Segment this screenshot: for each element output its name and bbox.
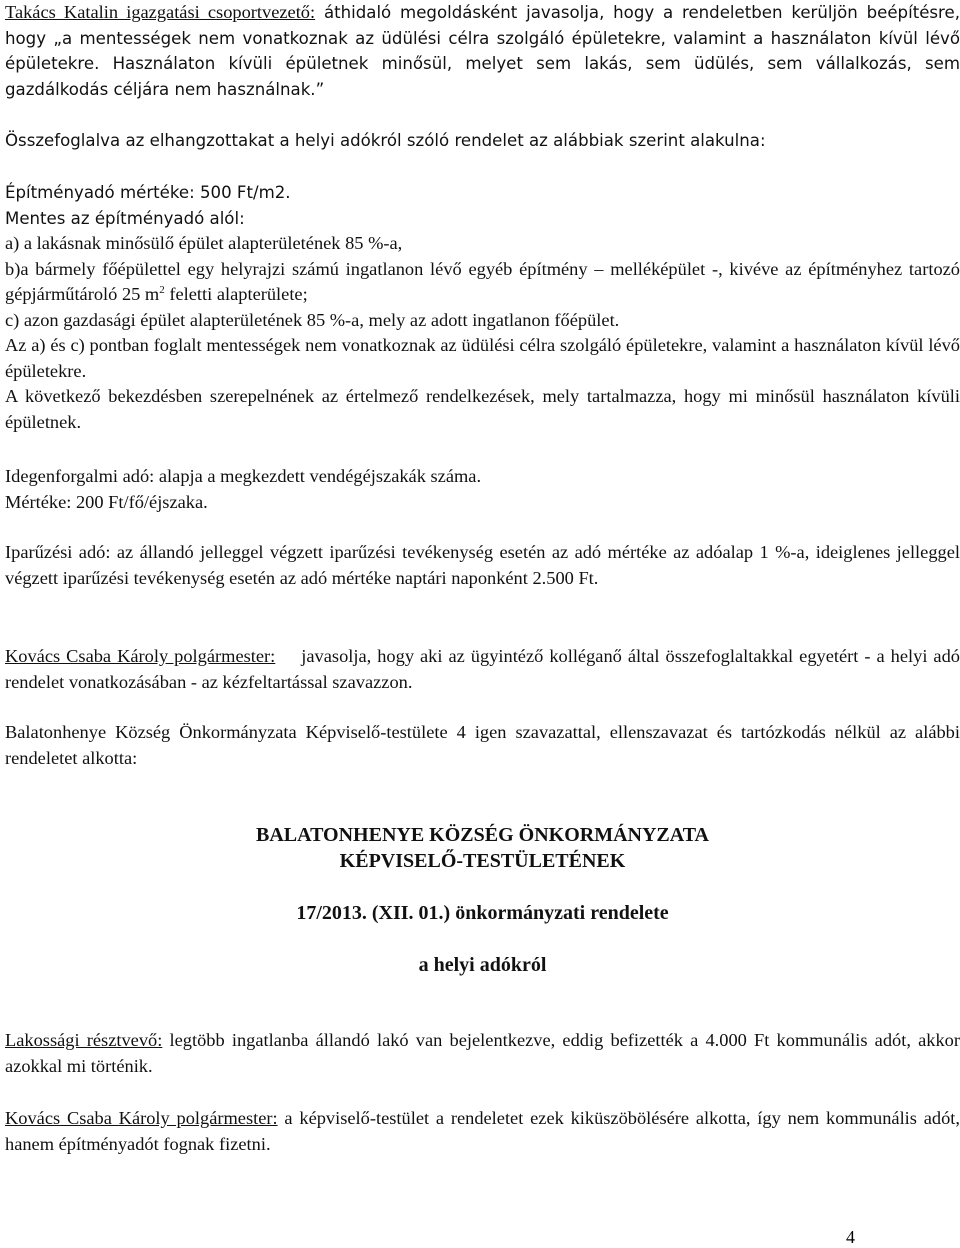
speaker-mayor-2: Kovács Csaba Károly polgármester: [5,1108,278,1128]
building-tax-exempt-title: Mentes az építményadó alól: [5,208,245,228]
summary-line: Összefoglalva az elhangzottakat a helyi adókról szóló rendelet az alábbiak szerint alakulna: [5,131,766,150]
exemption-note-2: A következő bekezdésben szerepelnének az értelmező rendelkezések, mely tartalmazza, hogy mi minősül használaton kívüli épületnek. [5,386,960,432]
exemption-c: c) azon gazdasági épület alapterületének 85 %-a, mely az adott ingatlanon főépület. [5,309,620,330]
vote-paragraph: Balatonhenye Község Önkormányzata Képviselő-testülete 4 igen szavazattal, ellenszavazat és tartózkodás nélkül az alábbi rendeletet alkotta: [5,722,960,768]
mayor-2-text: a képviselő-testület a rendeletet ezek kiküszöbölésére alkotta, így nem kommunális adót, hanem építményadót fognak fizetni. [5,1108,960,1154]
resident-text: legtöbb ingatlanba állandó lakó van bejelentkezve, eddig befizették a 4.000 Ft kommunális adót, akkor azokkal mi történik. [5,1030,960,1076]
paragraph-takacs [5,0,960,102]
mayor-1-text: javasolja, hogy aki az ügyintéző kolléganő által összefoglaltakkal egyetért - a helyi adó rendelet vonatkozásában - az kézfeltartással szavazzon. [5,646,960,692]
heading-municipality: BALATONHENYE KÖZSÉG ÖNKORMÁNYZATA [255,824,710,846]
paragraph-mayor-1 [5,644,960,695]
tourism-tax-rate: Mértéke: 200 Ft/fő/éjszaka. [5,491,208,512]
heading-decree-number: 17/2013. (XII. 01.) önkormányzati rendelete [296,902,669,924]
building-tax-rate: Építményadó mértéke: 500 Ft/m2. [5,183,291,202]
exemption-b: b)a bármely főépülettel egy helyrajzi számú ingatlanon lévő egyéb építmény – melléképület -, kivéve az építményhez tartozó gépjárműtároló 25 $m^2$ feletti alapterülete; [5,258,960,304]
page-number: 4 [846,1227,855,1247]
speaker-takacs: Takács Katalin igazgatási csoportvezető: [5,2,316,22]
paragraph-resident [5,1028,960,1079]
decree-heading [5,822,960,978]
speaker-mayor-1: Kovács Csaba Károly polgármester: [5,646,276,666]
business-tax-paragraph: Iparűzési adó: az állandó jelleggel végzett iparűzési tevékenység esetén az adó mértéke az adóalap 1 %-a, ideiglenes jelleggel végzett iparűzési tevékenység esetén az adó mértéke naptári naponként 2.500 Ft. [5,542,960,588]
exemption-a: a) a lakásnak minősülő épület alapterületének 85 %-a, [5,233,403,253]
heading-council: KÉPVISELŐ-TESTÜLETÉNEK [339,850,626,872]
speaker-resident: Lakossági résztvevő: [5,1030,163,1050]
paragraph-mayor-2 [5,1106,960,1157]
tourism-tax-base: Idegenforgalmi adó: alapja a megkezdett vendégéjszakák száma. [5,466,482,486]
tourism-tax-section [5,464,960,515]
heading-decree-subject: a helyi adókról [418,954,547,976]
takacs-text: áthidaló megoldásként javasolja, hogy a rendeletben kerüljön beépítésre, hogy „a mentességek nem vonatkoznak az üdülési célra szolgáló épületekre, valamint a használaton kívül lévő épületekre. Használaton kívüli épületnek minősül, melyet sem lakás, sem üdülés, sem vállalkozás, sem gazdálkodás céljára nem használnak.” [5,3,960,99]
exemption-note-1: Az a) és c) pontban foglalt mentességek nem vonatkoznak az üdülési célra szolgáló épületekre, valamint a használaton kívül lévő épületekre. [5,335,960,381]
building-tax-section [5,180,960,435]
